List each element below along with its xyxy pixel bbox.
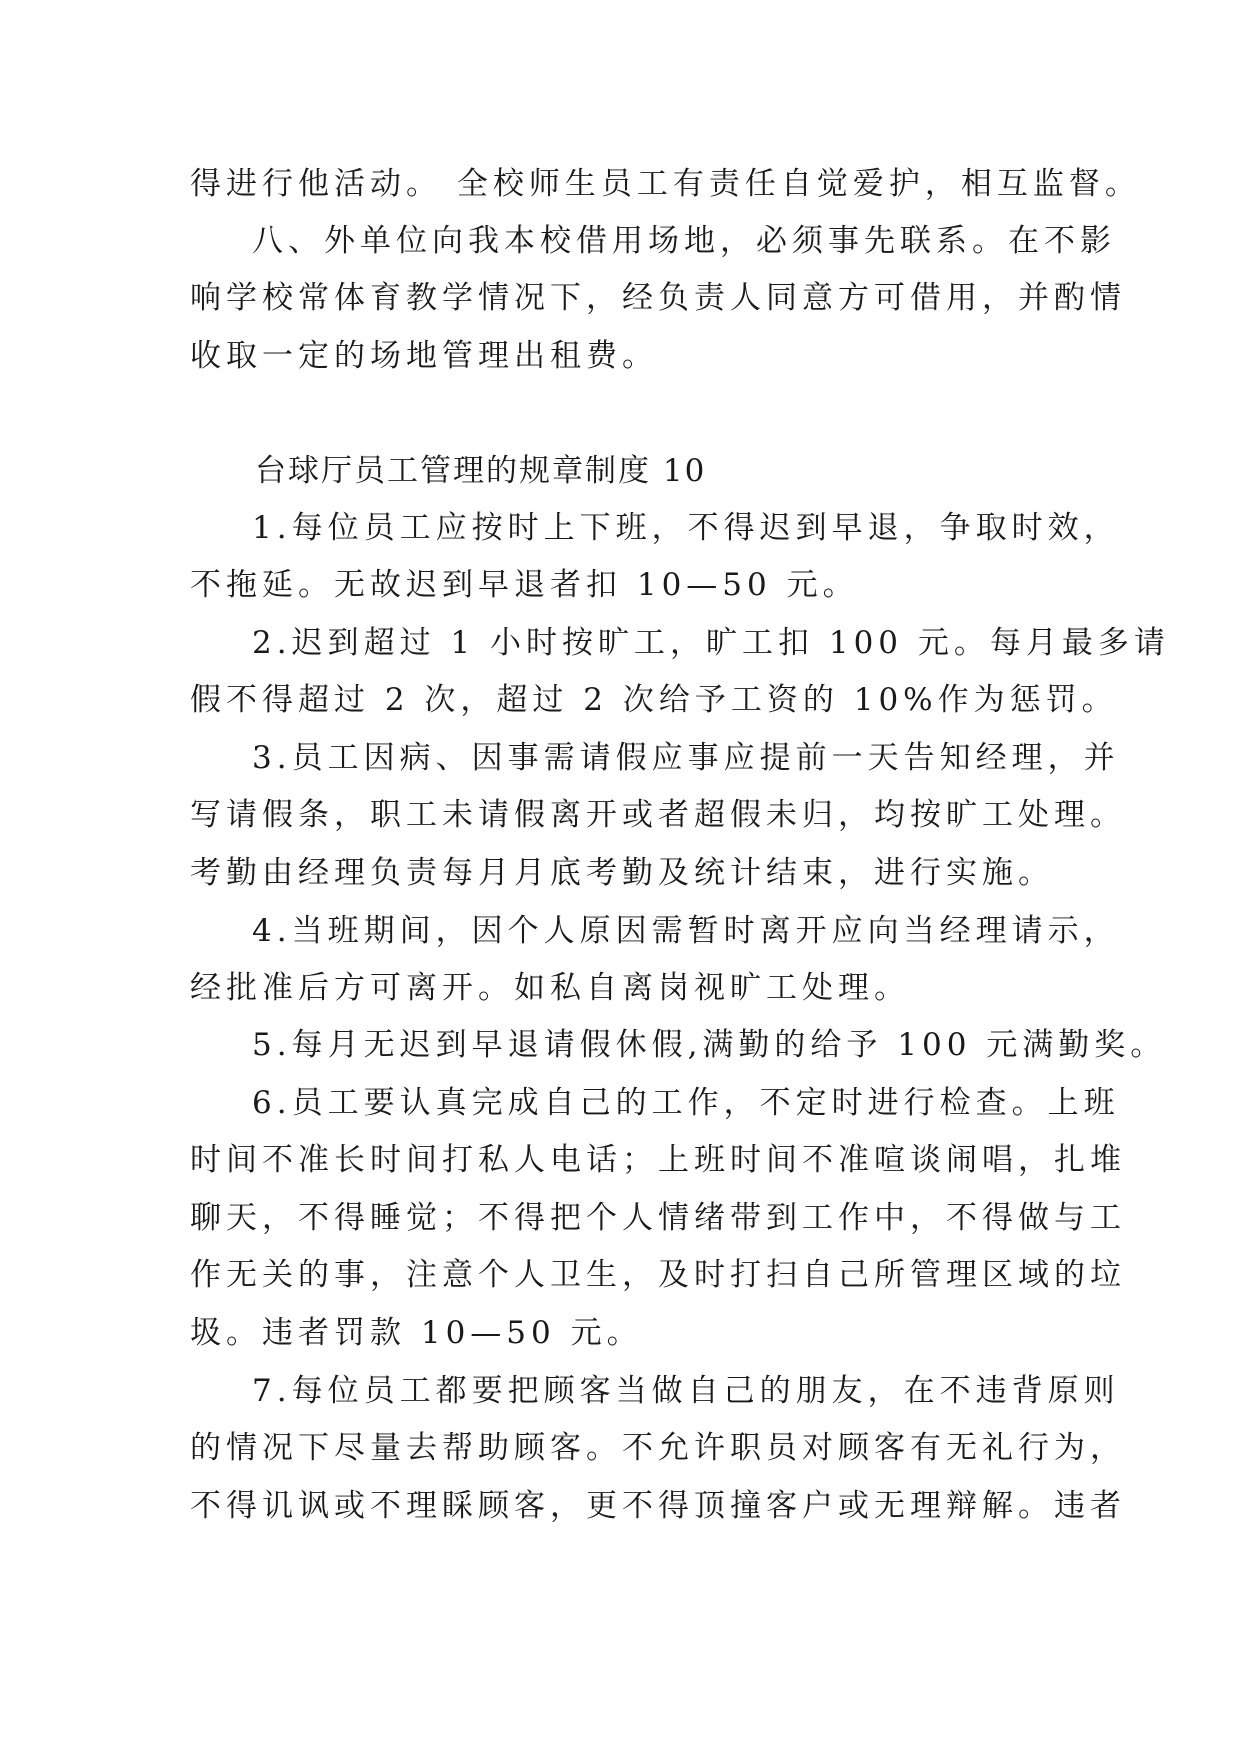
text-line: 作无关的事，注意个人卫生，及时打扫自己所管理区域的垃 <box>190 1257 1126 1293</box>
text-line: 的情况下尽量去帮助顾客。不允许职员对顾客有无礼行为， <box>190 1430 1126 1466</box>
text-line: 得进行他活动。 全校师生员工有责任自觉爱护，相互监督。 <box>190 166 1141 202</box>
text-line: 假不得超过 2 次，超过 2 次给予工资的 10%作为惩罚。 <box>190 682 1118 718</box>
text-line: 1.每位员工应按时上下班，不得迟到早退，争取时效， <box>252 510 1120 546</box>
text-line: 考勤由经理负责每月月底考勤及统计结束，进行实施。 <box>190 855 1054 891</box>
text-line: 时间不准长时间打私人电话；上班时间不准喧谈闹唱，扎堆 <box>190 1142 1126 1178</box>
text-line: 4.当班期间，因个人原因需暂时离开应向当经理请示， <box>252 913 1120 949</box>
text-line: 聊天，不得睡觉；不得把个人情绪带到工作中，不得做与工 <box>190 1200 1126 1236</box>
text-line: 响学校常体育教学情况下，经负责人同意方可借用，并酌情 <box>190 280 1126 316</box>
text-line: 写请假条，职工未请假离开或者超假未归，均按旷工处理。 <box>190 797 1126 833</box>
section-title: 台球厅员工管理的规章制度 10 <box>255 453 707 489</box>
text-line: 5.每月无迟到早退请假休假,满勤的给予 100 元满勤奖。 <box>252 1027 1167 1063</box>
text-line: 6.员工要认真完成自己的工作，不定时进行检查。上班 <box>252 1085 1120 1121</box>
text-line: 不拖延。无故迟到早退者扣 10—50 元。 <box>190 567 859 603</box>
text-line: 2.迟到超过 1 小时按旷工，旷工扣 100 元。每月最多请 <box>252 625 1170 661</box>
text-line: 3.员工因病、因事需请假应事应提前一天告知经理，并 <box>252 740 1120 776</box>
text-line: 收取一定的场地管理出租费。 <box>190 338 658 374</box>
text-line: 圾。违者罚款 10—50 元。 <box>190 1315 643 1351</box>
text-line: 八、外单位向我本校借用场地，必须事先联系。在不影 <box>252 223 1116 259</box>
text-line: 7.每位员工都要把顾客当做自己的朋友，在不违背原则 <box>252 1373 1120 1409</box>
text-line: 不得讥讽或不理睬顾客，更不得顶撞客户或无理辩解。违者 <box>190 1488 1126 1524</box>
text-line: 经批准后方可离开。如私自离岗视旷工处理。 <box>190 970 910 1006</box>
